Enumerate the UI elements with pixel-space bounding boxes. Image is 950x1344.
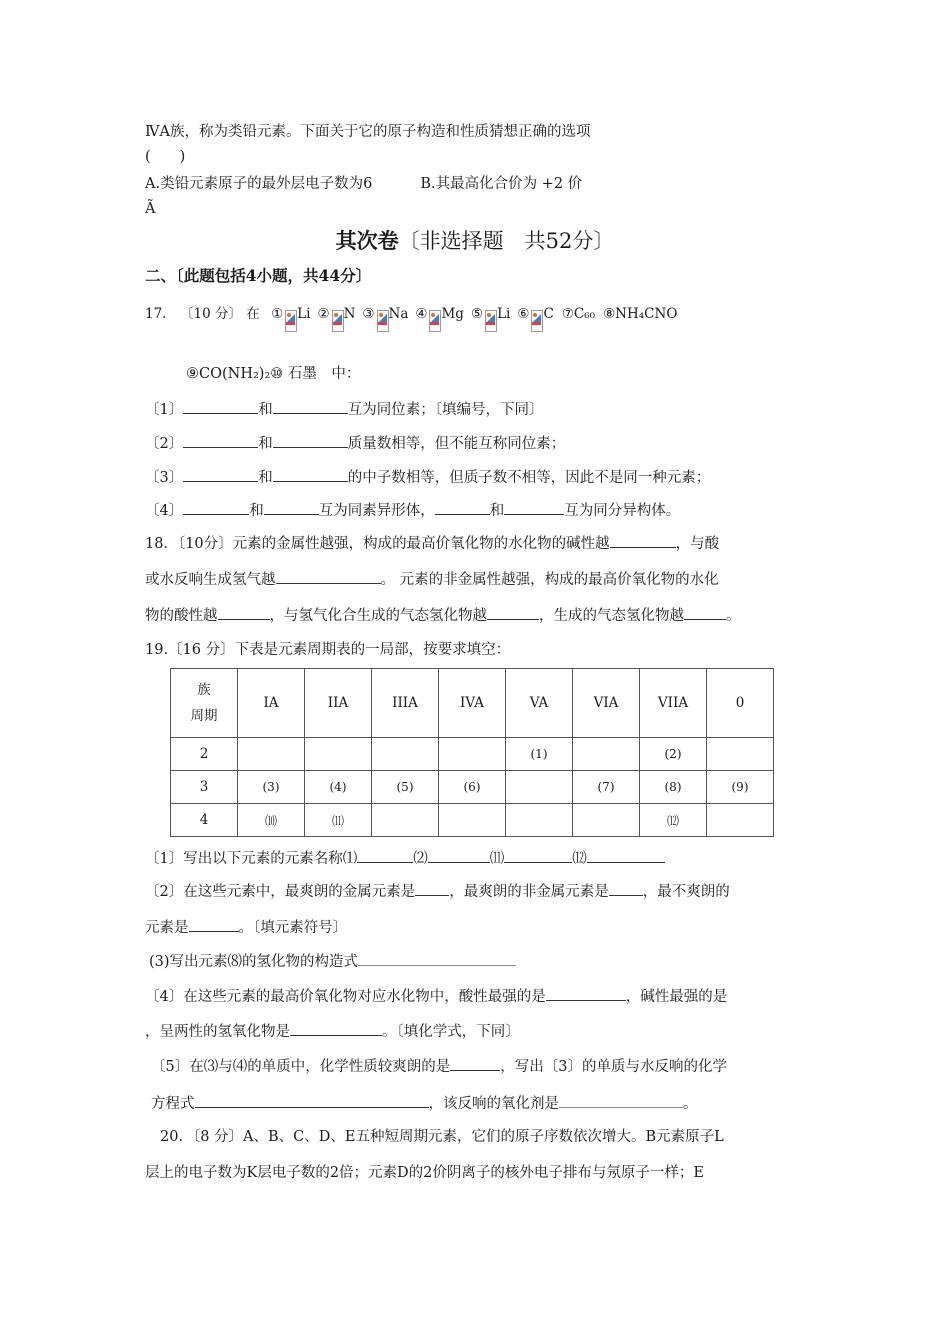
q18-line-2 <box>145 568 719 590</box>
q17-item-symbol: Li <box>497 306 511 322</box>
blank[interactable] <box>435 499 490 515</box>
corner-period-label: 周期 <box>190 708 218 724</box>
q18-line-3 <box>145 604 741 626</box>
q19-text: ，最爽朗的非金属元素是 <box>449 884 609 900</box>
blank[interactable] <box>428 847 490 863</box>
table-cell: (7) <box>573 771 640 804</box>
blank[interactable] <box>415 880 449 896</box>
blank[interactable] <box>264 499 319 515</box>
group-header: VIIA <box>640 669 707 738</box>
q17-sub3-text: 的中子数相等，但质子数不相等，因此不是同一种元素； <box>347 470 711 486</box>
periodic-table <box>170 668 774 837</box>
q17-item <box>471 306 510 322</box>
q19-text: 。〔填化学式，下同〕 <box>382 1024 520 1040</box>
blank[interactable] <box>546 985 626 1001</box>
q17-sub4-text-2: 互为同分异构体。 <box>564 503 681 519</box>
q17-item-symbol: Mg <box>441 306 464 322</box>
q17-sub1-label: 〔1〕 <box>145 402 184 418</box>
table-cell: (8) <box>640 771 707 804</box>
q19-sub-5 <box>151 1055 727 1077</box>
q18-text: ，与酸 <box>675 536 720 552</box>
q20-line-1: 20．〔8 分〕A、B、C、D、E五种短周期元素，它们的原子序数依次增大。B元素原子L <box>160 1129 724 1145</box>
blank[interactable] <box>609 880 643 896</box>
table-cell <box>707 738 774 771</box>
question-16-stem: ⅣA族，称为类铅元素。下面关于它的原子构造和性质猜想正确的选项 <box>145 124 591 140</box>
table-cell <box>707 804 774 837</box>
q18-text: 物的酸性越 <box>145 608 218 624</box>
q19-sub-4b <box>145 1020 520 1042</box>
table-cell: (9) <box>707 771 774 804</box>
q17-sub-4 <box>145 499 680 521</box>
q19-text: 。 <box>683 1096 698 1112</box>
q17-item-mark: ③ <box>362 306 375 322</box>
broken-image-icon <box>332 310 343 332</box>
q19-text: ⑿ <box>572 851 587 867</box>
period-cell: 4 <box>171 804 238 837</box>
q17-item-symbol: N <box>343 306 356 322</box>
q17-item-symbol: Li <box>297 306 311 322</box>
q19-text: ⑾ <box>489 851 505 867</box>
table-row <box>171 771 774 804</box>
q19-text: ，最不爽朗的 <box>642 884 730 900</box>
blank[interactable] <box>290 1020 382 1036</box>
q19-text: ，该反响的氧化剂是 <box>428 1096 559 1112</box>
q17-sub2-label: 〔2〕 <box>145 436 184 452</box>
q17-sub-2 <box>145 432 565 454</box>
q18-text: 。 <box>726 608 741 624</box>
corner-cell <box>171 669 238 738</box>
q17-score: 〔10 分〕 <box>179 306 242 322</box>
group-header: IIIA <box>372 669 439 738</box>
table-row <box>171 738 774 771</box>
period-cell: 3 <box>171 771 238 804</box>
stray-glyph: Ã <box>145 201 156 217</box>
blank[interactable] <box>358 950 516 966</box>
blank[interactable] <box>273 398 348 414</box>
corner-group-label: 族 <box>197 682 211 698</box>
q17-item <box>415 306 464 322</box>
blank[interactable] <box>276 568 381 584</box>
question-17-line <box>145 304 677 332</box>
q17-item <box>362 306 408 322</box>
q17-sub1-text: 互为同位素；〔填编号，下同〕 <box>347 402 544 418</box>
q17-pre: 在 <box>246 306 260 322</box>
q18-text: 18．〔10分〕元素的金属性越强，构成的最高价氧化物的水化物的碱性越 <box>145 536 610 552</box>
blank[interactable] <box>487 604 539 620</box>
q17-sub-3 <box>145 466 710 488</box>
blank[interactable] <box>684 604 726 620</box>
blank[interactable] <box>183 466 258 482</box>
q19-text: (3)写出元素⑻的氢化物的构造式 <box>149 954 359 970</box>
blank[interactable] <box>195 1092 429 1108</box>
q18-text: 。 元素的非金属性越强，构成的最高价氧化物的水化 <box>380 572 719 588</box>
q19-sub-5b <box>151 1092 698 1114</box>
q19-intro: 19.〔16 分〕下表是元素周期表的一局部，按要求填空： <box>145 642 511 658</box>
period-cell: 2 <box>171 738 238 771</box>
blank[interactable] <box>587 847 665 863</box>
broken-image-icon <box>429 310 440 332</box>
blank[interactable] <box>559 1092 683 1108</box>
q17-item-mark: ④ <box>415 306 428 322</box>
table-cell: ⑿ <box>640 804 707 837</box>
table-cell <box>573 804 640 837</box>
q17-sub4-and: 和 <box>249 503 264 519</box>
blank[interactable] <box>183 499 249 515</box>
option-a: A.类铅元素原子的最外层电子数为6 <box>145 176 373 192</box>
table-header-row <box>171 669 774 738</box>
table-cell <box>439 804 506 837</box>
q19-text: 元素是 <box>145 920 189 936</box>
q17-item-mark: ⑥ <box>517 306 530 322</box>
q17-sub4-text: 互为同素异形体， <box>318 503 435 519</box>
blank[interactable] <box>273 432 348 448</box>
q19-sub-4 <box>145 985 727 1007</box>
q19-sub-2 <box>145 880 730 902</box>
group-header: IIA <box>305 669 372 738</box>
q17-sub1-and: 和 <box>258 402 273 418</box>
q18-text: ，与氢气化合生成的气态氢化物越 <box>269 608 487 624</box>
blank[interactable] <box>273 466 348 482</box>
table-cell: (3) <box>238 771 305 804</box>
broken-image-icon <box>485 310 496 332</box>
table-cell <box>372 804 439 837</box>
q18-line-1 <box>145 532 719 554</box>
q17-sub2-and: 和 <box>258 436 273 452</box>
q17-item-mark: ⑤ <box>470 306 484 322</box>
table-cell <box>439 738 506 771</box>
q17-sub3-and: 和 <box>258 470 273 486</box>
broken-image-icon <box>377 310 388 332</box>
table-cell: ⑽ <box>238 804 305 837</box>
table-cell <box>573 738 640 771</box>
q17-number: 17． <box>145 306 176 322</box>
blank[interactable] <box>450 1055 500 1071</box>
q17-sub4-and-2: 和 <box>489 503 505 519</box>
q17-sub-1 <box>145 398 543 420</box>
q18-text: 或水反响生成氢气越 <box>145 572 276 588</box>
table-cell: (6) <box>439 771 506 804</box>
q19-text: ⑵ <box>413 851 428 867</box>
blank[interactable] <box>183 432 258 448</box>
broken-image-icon <box>531 310 542 332</box>
option-b: B.其最高化合价为 +2 价 <box>420 176 583 192</box>
blank[interactable] <box>610 532 676 548</box>
q19-text: 方程式 <box>151 1096 195 1112</box>
q17-item-symbol: Na <box>388 306 409 322</box>
table-cell <box>506 771 573 804</box>
q17-item-symbol: C <box>543 306 554 322</box>
group-header: VA <box>506 669 573 738</box>
q19-text: ，碱性最强的是 <box>625 989 728 1005</box>
table-cell: ⑾ <box>305 804 372 837</box>
q19-text: 〔5〕在⑶与⑷的单质中，化学性质较爽朗的是 <box>151 1059 451 1075</box>
q17-item <box>517 306 553 322</box>
table-cell <box>372 738 439 771</box>
q17-sub2-text: 质量数相等，但不能互称同位素； <box>347 436 566 452</box>
part-two-title: 二、〔此题包括4小题，共44分〕 <box>145 266 372 285</box>
q19-sub-2b <box>145 916 347 938</box>
q18-text: ，生成的气态氢化物越 <box>539 608 684 624</box>
blank[interactable] <box>189 916 239 932</box>
options-row <box>145 174 582 194</box>
table-cell <box>506 804 573 837</box>
blank[interactable] <box>357 847 413 863</box>
q17-line-2: ⑨CO(NH₂)₂⑩ 石墨 中： <box>186 366 361 382</box>
section-heading <box>0 228 950 254</box>
q20-line-2: 层上的电子数为K层电子数的2倍；元素D的2价阴离子的核外电子排布与氖原子一样；E <box>145 1165 704 1181</box>
group-header: IA <box>238 669 305 738</box>
blank[interactable] <box>504 847 572 863</box>
q17-item <box>271 306 310 322</box>
q17-sub4-label: 〔4〕 <box>145 503 184 519</box>
blank[interactable] <box>183 398 258 414</box>
table-cell: (1) <box>506 738 573 771</box>
table-cell: (5) <box>372 771 439 804</box>
q17-item <box>317 306 355 322</box>
q19-sub-3 <box>149 950 516 972</box>
table-cell <box>305 738 372 771</box>
heading-rest: 〔非选择题 共52分〕 <box>398 229 615 253</box>
table-row <box>171 804 774 837</box>
broken-image-icon <box>285 310 296 332</box>
q19-sub-1 <box>145 847 665 869</box>
q17-item-mark: ① <box>271 306 284 322</box>
table-cell <box>238 738 305 771</box>
q17-item-8: ⑧NH₄CNO <box>603 306 678 322</box>
table-cell: (2) <box>640 738 707 771</box>
table-cell: (4) <box>305 771 372 804</box>
answer-parentheses: ( ) <box>145 149 186 165</box>
group-header: 0 <box>707 669 774 738</box>
q17-sub3-label: 〔3〕 <box>145 470 184 486</box>
q19-text: ，写出〔3〕的单质与水反响的化学 <box>500 1059 727 1075</box>
blank[interactable] <box>504 499 564 515</box>
q19-text: 〔4〕在这些元素的最高价氧化物对应水化物中，酸性最强的是 <box>145 989 546 1005</box>
q19-text: 〔2〕在这些元素中，最爽朗的金属元素是 <box>145 884 416 900</box>
group-header: VIA <box>573 669 640 738</box>
q19-text: 。〔填元素符号〕 <box>238 920 348 936</box>
q19-text: 〔1〕写出以下元素的元素名称⑴ <box>145 851 358 867</box>
q19-text: ，呈两性的氢氧化物是 <box>145 1024 290 1040</box>
blank[interactable] <box>218 604 270 620</box>
q17-item-mark: ② <box>317 306 330 322</box>
group-header: IVA <box>439 669 506 738</box>
q17-item-7: ⑦C₆₀ <box>561 306 596 322</box>
heading-bold: 其次卷 <box>335 228 399 253</box>
